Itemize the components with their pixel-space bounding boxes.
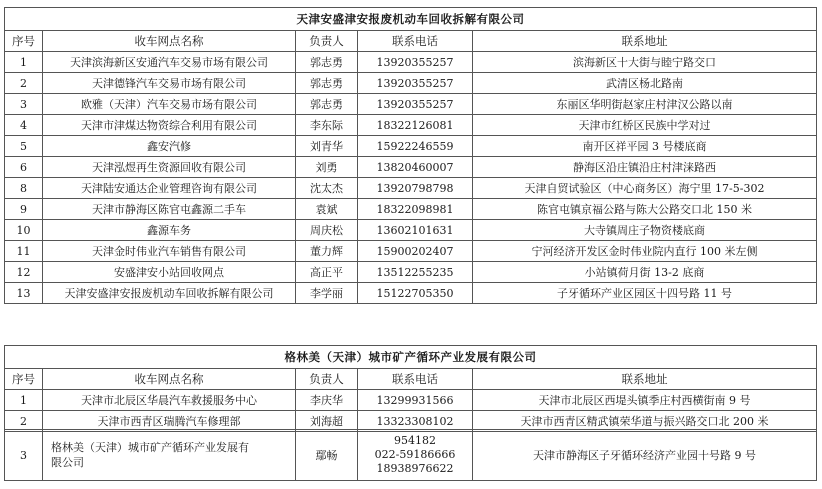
- point-name: 天津市西青区瑞腾汽车修理部: [43, 411, 296, 432]
- point-name: 天津泓煜再生资源回收有限公司: [43, 157, 296, 178]
- contact-person: 郭志勇: [296, 52, 358, 73]
- header-cell: 负责人: [296, 369, 358, 390]
- point-name: 天津陆安通达企业管理咨询有限公司: [43, 178, 296, 199]
- contact-phone: 15122705350: [358, 283, 473, 304]
- row-number: 5: [5, 136, 43, 157]
- contact-phone: 13602101631: [358, 220, 473, 241]
- header-cell: 联系地址: [473, 31, 817, 52]
- contact-phone: 13920798798: [358, 178, 473, 199]
- table-row: [5, 136, 817, 157]
- table-row: [5, 73, 817, 94]
- contact-address: 天津市西青区精武镇荣华道与振兴路交口北 200 米: [473, 411, 817, 432]
- point-name-line: 格林美（天津）城市矿产循环产业发展有: [51, 441, 249, 454]
- header-cell: 收车网点名称: [43, 31, 296, 52]
- contact-phone: 13920355257: [358, 52, 473, 73]
- table-row: [5, 430, 817, 481]
- contact-address: 子牙循环产业区园区十四号路 11 号: [473, 283, 817, 304]
- header-cell: 联系电话: [358, 31, 473, 52]
- point-name-line: 限公司: [51, 456, 84, 469]
- contact-address: 陈官屯镇京福公路与陈大公路交口北 150 米: [473, 199, 817, 220]
- row-number: 4: [5, 115, 43, 136]
- table-row: [5, 115, 817, 136]
- table-row: [5, 199, 817, 220]
- phone-line: 954182: [394, 434, 436, 447]
- point-name: 天津市津煤达物资综合利用有限公司: [43, 115, 296, 136]
- contact-phone: 18322126081: [358, 115, 473, 136]
- point-name: 天津德锋汽车交易市场有限公司: [43, 73, 296, 94]
- contact-phone: 15900202407: [358, 241, 473, 262]
- header-cell: 序号: [5, 369, 43, 390]
- contact-person: 刘青华: [296, 136, 358, 157]
- contact-person: 李东际: [296, 115, 358, 136]
- contact-phone: 13820460007: [358, 157, 473, 178]
- contact-person: 周庆松: [296, 220, 358, 241]
- table-row: [5, 220, 817, 241]
- header-row: [5, 369, 817, 390]
- header-cell: 收车网点名称: [43, 369, 296, 390]
- contact-person: 沈太杰: [296, 178, 358, 199]
- contact-address: 天津市静海区子牙循环经济产业园十号路 9 号: [473, 430, 817, 481]
- contact-person: 刘海超: [296, 411, 358, 432]
- contact-address: 天津市红桥区民族中学对过: [473, 115, 817, 136]
- row-number: 9: [5, 199, 43, 220]
- row-number: 3: [5, 430, 43, 481]
- contact-address: 小站镇荷月街 13-2 底商: [473, 262, 817, 283]
- table-row: [5, 390, 817, 411]
- row-number: 1: [5, 390, 43, 411]
- point-name: 欧雅（天津）汽车交易市场有限公司: [43, 94, 296, 115]
- table-2-body: [5, 346, 817, 432]
- point-name: 天津安盛津安报废机动车回收拆解有限公司: [43, 283, 296, 304]
- contact-address: 东丽区华明街赵家庄村津汉公路以南: [473, 94, 817, 115]
- header-row: [5, 31, 817, 52]
- table-row: [5, 283, 817, 304]
- row-number: 2: [5, 411, 43, 432]
- row-number: 2: [5, 73, 43, 94]
- contact-address: 宁河经济开发区金时伟业院内直行 100 米左侧: [473, 241, 817, 262]
- point-name: 鑫安汽修: [43, 136, 296, 157]
- contact-person: 郭志勇: [296, 73, 358, 94]
- point-name: 天津金时伟业汽车销售有限公司: [43, 241, 296, 262]
- table-1-body: [5, 8, 817, 304]
- contact-address: 天津市北辰区西堤头镇季庄村西横街南 9 号: [473, 390, 817, 411]
- point-name: 安盛津安小站回收网点: [43, 262, 296, 283]
- contact-person: 鄢畅: [296, 430, 358, 481]
- contact-phone: 15922246559: [358, 136, 473, 157]
- table-row: [5, 94, 817, 115]
- row-number: 6: [5, 157, 43, 178]
- collection-points-table-2: [4, 345, 817, 432]
- contact-person: 李庆华: [296, 390, 358, 411]
- contact-phone: 18322098981: [358, 199, 473, 220]
- contact-person: 高正平: [296, 262, 358, 283]
- table-row: [5, 52, 817, 73]
- table-row: [5, 262, 817, 283]
- contact-address: 武清区杨北路南: [473, 73, 817, 94]
- contact-address: 南开区祥平园 3 号楼底商: [473, 136, 817, 157]
- row-number: 10: [5, 220, 43, 241]
- point-name: 鑫源车务: [43, 220, 296, 241]
- contact-person: 李学丽: [296, 283, 358, 304]
- contact-person: 袁斌: [296, 199, 358, 220]
- point-name: 天津市北辰区华晨汽车救援服务中心: [43, 390, 296, 411]
- header-cell: 序号: [5, 31, 43, 52]
- contact-phone: 13323308102: [358, 411, 473, 432]
- contact-person: 郭志勇: [296, 94, 358, 115]
- point-name: [43, 430, 296, 481]
- contact-address: 大寺镇周庄子物资楼底商: [473, 220, 817, 241]
- row-number: 12: [5, 262, 43, 283]
- header-cell: 负责人: [296, 31, 358, 52]
- table-row: [5, 241, 817, 262]
- row-number: 1: [5, 52, 43, 73]
- phone-line: 022-59186666: [374, 448, 456, 461]
- header-cell: 联系电话: [358, 369, 473, 390]
- row-number: 11: [5, 241, 43, 262]
- point-name: 天津滨海新区安通汽车交易市场有限公司: [43, 52, 296, 73]
- point-name: 天津市静海区陈官屯鑫源二手车: [43, 199, 296, 220]
- contact-phone: 13512255235: [358, 262, 473, 283]
- row-number: 3: [5, 94, 43, 115]
- row-number: 8: [5, 178, 43, 199]
- collection-points-table-1: [4, 7, 817, 304]
- company-title-1: 天津安盛津安报废机动车回收拆解有限公司: [5, 8, 817, 31]
- contact-phones: [358, 430, 473, 481]
- contact-person: 董力辉: [296, 241, 358, 262]
- table-row: [5, 157, 817, 178]
- row-number: 13: [5, 283, 43, 304]
- company-title-2: 格林美（天津）城市矿产循环产业发展有限公司: [5, 346, 817, 369]
- table-2-last-row: [4, 429, 817, 481]
- contact-phone: 13920355257: [358, 73, 473, 94]
- table-row: [5, 178, 817, 199]
- contact-person: 刘勇: [296, 157, 358, 178]
- header-cell: 联系地址: [473, 369, 817, 390]
- contact-phone: 13920355257: [358, 94, 473, 115]
- contact-phone: 13299931566: [358, 390, 473, 411]
- contact-address: 天津自贸试验区（中心商务区）海宁里 17-5-302: [473, 178, 817, 199]
- phone-line: 18938976622: [376, 462, 454, 475]
- contact-address: 滨海新区十大街与睦宁路交口: [473, 52, 817, 73]
- contact-address: 静海区沿庄镇沿庄村津涞路西: [473, 157, 817, 178]
